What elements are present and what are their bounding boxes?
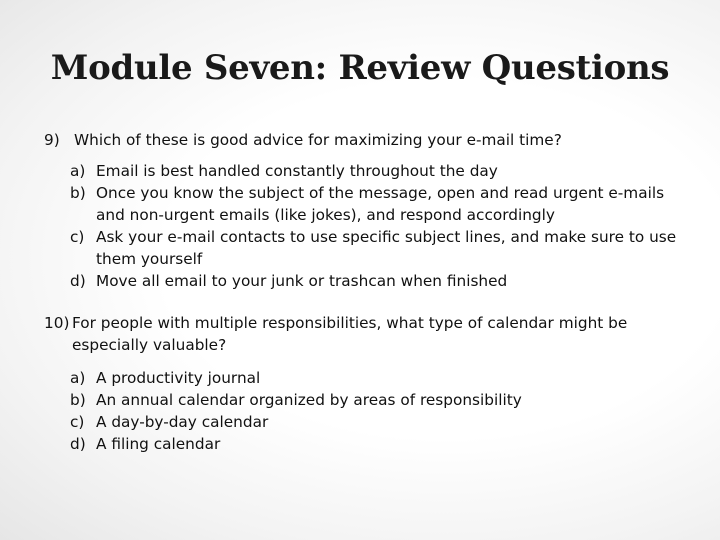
option-text: A filing calendar [96, 435, 221, 453]
option-item [70, 411, 682, 433]
question-text: For people with multiple responsibilities, what type of calendar might be especially valuable? [72, 314, 628, 354]
option-text: A productivity journal [96, 369, 261, 387]
question-number: 9) [44, 131, 60, 149]
question-text: Which of these is good advice for maximizing your e-mail time? [74, 131, 562, 149]
option-item [70, 226, 682, 270]
question-row [44, 312, 684, 356]
option-text: An annual calendar organized by areas of responsibility [96, 391, 522, 409]
slide-title: Module Seven: Review Questions [50, 48, 670, 88]
option-letter: b) [70, 184, 86, 202]
option-item [70, 160, 682, 182]
option-letter: c) [70, 228, 85, 246]
question-9-options [70, 160, 682, 292]
option-text: A day-by-day calendar [96, 413, 269, 431]
option-item [70, 182, 682, 226]
option-letter: d) [70, 435, 86, 453]
option-text: Ask your e-mail contacts to use specific subject lines, and make sure to use them yourself [96, 228, 677, 268]
option-item [70, 389, 682, 411]
option-text: Move all email to your junk or trashcan when finished [96, 272, 508, 290]
question-9 [44, 129, 684, 151]
option-item [70, 433, 682, 455]
option-letter: a) [70, 162, 86, 180]
option-letter: c) [70, 413, 85, 431]
option-text: Once you know the subject of the message, open and read urgent e-mails and non-urgent emails (like jokes), and respond accordingly [96, 184, 665, 224]
option-text: Email is best handled constantly throughout the day [96, 162, 498, 180]
question-10-options [70, 367, 682, 455]
question-10 [44, 312, 684, 356]
question-number: 10) [44, 314, 70, 332]
option-item [70, 367, 682, 389]
question-row [44, 129, 684, 151]
option-item [70, 270, 682, 292]
option-letter: b) [70, 391, 86, 409]
option-letter: d) [70, 272, 86, 290]
option-letter: a) [70, 369, 86, 387]
